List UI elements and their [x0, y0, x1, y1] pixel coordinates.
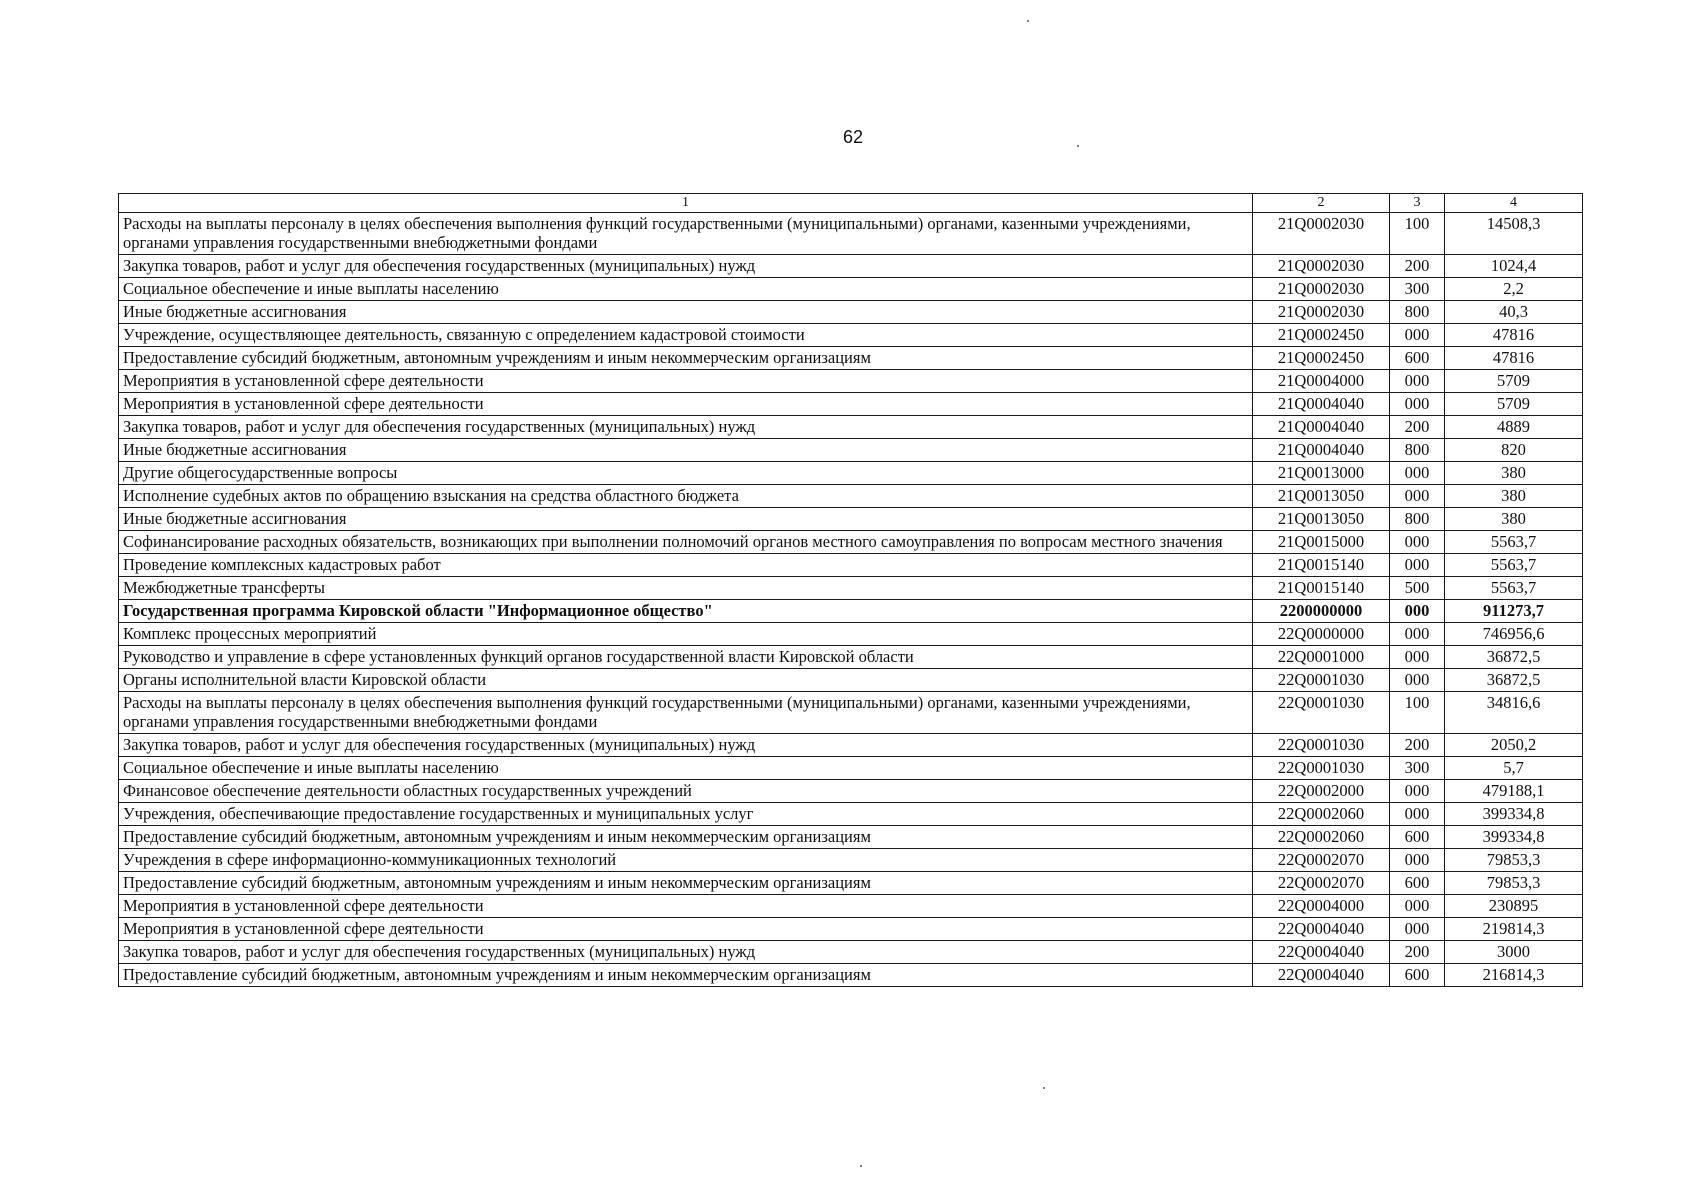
- row-type-cell: 000: [1390, 485, 1445, 508]
- row-type-cell: 800: [1390, 508, 1445, 531]
- row-name-cell: Закупка товаров, работ и услуг для обеспечения государственных (муниципальных) нужд: [119, 941, 1253, 964]
- row-amount-cell: 5709: [1445, 370, 1583, 393]
- row-name-cell: Социальное обеспечение и иные выплаты населению: [119, 278, 1253, 301]
- table-row: [119, 780, 1583, 803]
- row-amount-cell: 5709: [1445, 393, 1583, 416]
- row-amount-cell: 820: [1445, 439, 1583, 462]
- row-type-cell: 000: [1390, 646, 1445, 669]
- row-name-cell: Социальное обеспечение и иные выплаты населению: [119, 757, 1253, 780]
- table-row: [119, 964, 1583, 987]
- row-code-cell: 22Q0004040: [1253, 941, 1390, 964]
- row-amount-cell: 380: [1445, 462, 1583, 485]
- table-row: [119, 255, 1583, 278]
- table-row: [119, 918, 1583, 941]
- row-amount-cell: 40,3: [1445, 301, 1583, 324]
- row-code-cell: 22Q0002060: [1253, 826, 1390, 849]
- row-type-cell: 000: [1390, 462, 1445, 485]
- row-amount-cell: 36872,5: [1445, 669, 1583, 692]
- row-code-cell: 22Q0001030: [1253, 757, 1390, 780]
- row-name-cell: Мероприятия в установленной сфере деятельности: [119, 393, 1253, 416]
- page-number: 62: [843, 127, 864, 147]
- scan-speck: [1027, 20, 1029, 22]
- row-type-cell: 100: [1390, 213, 1445, 255]
- table-body: [119, 213, 1583, 987]
- table-row: [119, 826, 1583, 849]
- table-row: [119, 347, 1583, 370]
- row-type-cell: 000: [1390, 849, 1445, 872]
- row-type-cell: 000: [1390, 623, 1445, 646]
- row-type-cell: 500: [1390, 577, 1445, 600]
- row-code-cell: 21Q0002030: [1253, 301, 1390, 324]
- row-type-cell: 600: [1390, 872, 1445, 895]
- row-amount-cell: 216814,3: [1445, 964, 1583, 987]
- row-name-cell: Мероприятия в установленной сфере деятельности: [119, 918, 1253, 941]
- table-row: [119, 416, 1583, 439]
- row-code-cell: 21Q0013000: [1253, 462, 1390, 485]
- row-code-cell: 21Q0004040: [1253, 439, 1390, 462]
- row-code-cell: 21Q0015140: [1253, 577, 1390, 600]
- row-name-cell: Межбюджетные трансферты: [119, 577, 1253, 600]
- row-code-cell: 22Q0002060: [1253, 803, 1390, 826]
- row-name-cell: Иные бюджетные ассигнования: [119, 508, 1253, 531]
- row-type-cell: 000: [1390, 324, 1445, 347]
- row-name-cell: Мероприятия в установленной сфере деятельности: [119, 895, 1253, 918]
- row-amount-cell: 79853,3: [1445, 872, 1583, 895]
- row-type-cell: 600: [1390, 826, 1445, 849]
- row-name-cell: Предоставление субсидий бюджетным, автономным учреждениям и иным некоммерческим организациям: [119, 347, 1253, 370]
- row-amount-cell: 47816: [1445, 347, 1583, 370]
- table-row: [119, 301, 1583, 324]
- row-amount-cell: 380: [1445, 508, 1583, 531]
- row-code-cell: 22Q0000000: [1253, 623, 1390, 646]
- row-type-cell: 600: [1390, 347, 1445, 370]
- table-row: [119, 872, 1583, 895]
- row-amount-cell: 2,2: [1445, 278, 1583, 301]
- row-code-cell: 21Q0004040: [1253, 416, 1390, 439]
- row-name-cell: Государственная программа Кировской области "Информационное общество": [119, 600, 1253, 623]
- row-amount-cell: 5563,7: [1445, 531, 1583, 554]
- scan-speck: [1077, 145, 1079, 147]
- table-row: [119, 485, 1583, 508]
- row-code-cell: 21Q0002030: [1253, 278, 1390, 301]
- row-name-cell: Иные бюджетные ассигнования: [119, 301, 1253, 324]
- table-row: [119, 734, 1583, 757]
- row-code-cell: 21Q0013050: [1253, 508, 1390, 531]
- table-row: [119, 439, 1583, 462]
- row-amount-cell: 5,7: [1445, 757, 1583, 780]
- row-amount-cell: 5563,7: [1445, 577, 1583, 600]
- column-header-amount: 4: [1445, 194, 1583, 213]
- scan-speck: [1043, 1087, 1045, 1089]
- row-name-cell: Иные бюджетные ассигнования: [119, 439, 1253, 462]
- column-header-type: 3: [1390, 194, 1445, 213]
- table-header-row: [119, 194, 1583, 213]
- table-row: [119, 669, 1583, 692]
- row-amount-cell: 399334,8: [1445, 826, 1583, 849]
- row-name-cell: Закупка товаров, работ и услуг для обеспечения государственных (муниципальных) нужд: [119, 734, 1253, 757]
- row-name-cell: Учреждения в сфере информационно-коммуникационных технологий: [119, 849, 1253, 872]
- table-row: [119, 941, 1583, 964]
- row-type-cell: 100: [1390, 692, 1445, 734]
- row-code-cell: 22Q0004000: [1253, 895, 1390, 918]
- column-header-name: 1: [119, 194, 1253, 213]
- row-amount-cell: 911273,7: [1445, 600, 1583, 623]
- table-row: [119, 370, 1583, 393]
- table-row: [119, 757, 1583, 780]
- table-row: [119, 213, 1583, 255]
- table-row: [119, 849, 1583, 872]
- row-amount-cell: 14508,3: [1445, 213, 1583, 255]
- row-code-cell: 21Q0015140: [1253, 554, 1390, 577]
- row-amount-cell: 380: [1445, 485, 1583, 508]
- row-name-cell: Софинансирование расходных обязательств, возникающих при выполнении полномочий органов местного самоуправления по вопросам местного значения: [119, 531, 1253, 554]
- row-type-cell: 800: [1390, 301, 1445, 324]
- row-amount-cell: 36872,5: [1445, 646, 1583, 669]
- row-name-cell: Закупка товаров, работ и услуг для обеспечения государственных (муниципальных) нужд: [119, 416, 1253, 439]
- row-name-cell: Проведение комплексных кадастровых работ: [119, 554, 1253, 577]
- table-row: [119, 692, 1583, 734]
- row-amount-cell: 479188,1: [1445, 780, 1583, 803]
- row-code-cell: 22Q0001030: [1253, 692, 1390, 734]
- row-type-cell: 000: [1390, 780, 1445, 803]
- row-name-cell: Расходы на выплаты персоналу в целях обеспечения выполнения функций государственными (муниципальными) органами, казенными учреждениями, органами управления государственными внебюджетными фондами: [119, 692, 1253, 734]
- row-name-cell: Исполнение судебных актов по обращению взыскания на средства областного бюджета: [119, 485, 1253, 508]
- row-code-cell: 22Q0001030: [1253, 734, 1390, 757]
- row-type-cell: 000: [1390, 554, 1445, 577]
- row-name-cell: Предоставление субсидий бюджетным, автономным учреждениям и иным некоммерческим организациям: [119, 964, 1253, 987]
- row-code-cell: 21Q0002450: [1253, 324, 1390, 347]
- row-name-cell: Финансовое обеспечение деятельности областных государственных учреждений: [119, 780, 1253, 803]
- table-row: [119, 508, 1583, 531]
- row-name-cell: Предоставление субсидий бюджетным, автономным учреждениям и иным некоммерческим организациям: [119, 826, 1253, 849]
- row-name-cell: Предоставление субсидий бюджетным, автономным учреждениям и иным некоммерческим организациям: [119, 872, 1253, 895]
- row-type-cell: 300: [1390, 278, 1445, 301]
- row-name-cell: Органы исполнительной власти Кировской области: [119, 669, 1253, 692]
- row-type-cell: 000: [1390, 803, 1445, 826]
- row-code-cell: 21Q0004040: [1253, 393, 1390, 416]
- row-code-cell: 21Q0013050: [1253, 485, 1390, 508]
- row-type-cell: 200: [1390, 941, 1445, 964]
- row-amount-cell: 34816,6: [1445, 692, 1583, 734]
- row-amount-cell: 3000: [1445, 941, 1583, 964]
- table-row: [119, 623, 1583, 646]
- row-type-cell: 200: [1390, 416, 1445, 439]
- column-header-code: 2: [1253, 194, 1390, 213]
- row-amount-cell: 230895: [1445, 895, 1583, 918]
- row-type-cell: 800: [1390, 439, 1445, 462]
- row-amount-cell: 1024,4: [1445, 255, 1583, 278]
- table-row: [119, 393, 1583, 416]
- row-name-cell: Комплекс процессных мероприятий: [119, 623, 1253, 646]
- row-type-cell: 200: [1390, 255, 1445, 278]
- table-row: [119, 554, 1583, 577]
- table-row: [119, 577, 1583, 600]
- row-code-cell: 21Q0002030: [1253, 255, 1390, 278]
- table-row: [119, 600, 1583, 623]
- row-name-cell: Расходы на выплаты персоналу в целях обеспечения выполнения функций государственными (муниципальными) органами, казенными учреждениями, органами управления государственными внебюджетными фондами: [119, 213, 1253, 255]
- row-type-cell: 300: [1390, 757, 1445, 780]
- table-row: [119, 531, 1583, 554]
- row-type-cell: 000: [1390, 531, 1445, 554]
- row-code-cell: 22Q0004040: [1253, 918, 1390, 941]
- row-type-cell: 000: [1390, 370, 1445, 393]
- row-amount-cell: 219814,3: [1445, 918, 1583, 941]
- row-name-cell: Мероприятия в установленной сфере деятельности: [119, 370, 1253, 393]
- row-type-cell: 200: [1390, 734, 1445, 757]
- row-amount-cell: 47816: [1445, 324, 1583, 347]
- row-amount-cell: 79853,3: [1445, 849, 1583, 872]
- row-code-cell: 22Q0004040: [1253, 964, 1390, 987]
- row-type-cell: 000: [1390, 600, 1445, 623]
- row-code-cell: 21Q0015000: [1253, 531, 1390, 554]
- row-type-cell: 600: [1390, 964, 1445, 987]
- budget-table: [118, 193, 1583, 987]
- row-code-cell: 2200000000: [1253, 600, 1390, 623]
- row-code-cell: 21Q0002450: [1253, 347, 1390, 370]
- table-row: [119, 803, 1583, 826]
- row-amount-cell: 399334,8: [1445, 803, 1583, 826]
- row-code-cell: 21Q0002030: [1253, 213, 1390, 255]
- row-code-cell: 22Q0002000: [1253, 780, 1390, 803]
- row-type-cell: 000: [1390, 669, 1445, 692]
- row-name-cell: Учреждения, обеспечивающие предоставление государственных и муниципальных услуг: [119, 803, 1253, 826]
- row-code-cell: 21Q0004000: [1253, 370, 1390, 393]
- table-row: [119, 895, 1583, 918]
- row-code-cell: 22Q0002070: [1253, 872, 1390, 895]
- row-name-cell: Учреждение, осуществляющее деятельность, связанную с определением кадастровой стоимости: [119, 324, 1253, 347]
- row-code-cell: 22Q0001000: [1253, 646, 1390, 669]
- table-row: [119, 278, 1583, 301]
- table-row: [119, 324, 1583, 347]
- row-amount-cell: 5563,7: [1445, 554, 1583, 577]
- scan-speck: [860, 1165, 862, 1167]
- row-type-cell: 000: [1390, 393, 1445, 416]
- table-row: [119, 462, 1583, 485]
- table-row: [119, 646, 1583, 669]
- row-code-cell: 22Q0001030: [1253, 669, 1390, 692]
- row-amount-cell: 4889: [1445, 416, 1583, 439]
- row-name-cell: Руководство и управление в сфере установленных функций органов государственной власти Кировской области: [119, 646, 1253, 669]
- row-type-cell: 000: [1390, 895, 1445, 918]
- row-code-cell: 22Q0002070: [1253, 849, 1390, 872]
- row-name-cell: Закупка товаров, работ и услуг для обеспечения государственных (муниципальных) нужд: [119, 255, 1253, 278]
- row-type-cell: 000: [1390, 918, 1445, 941]
- row-amount-cell: 2050,2: [1445, 734, 1583, 757]
- row-name-cell: Другие общегосударственные вопросы: [119, 462, 1253, 485]
- row-amount-cell: 746956,6: [1445, 623, 1583, 646]
